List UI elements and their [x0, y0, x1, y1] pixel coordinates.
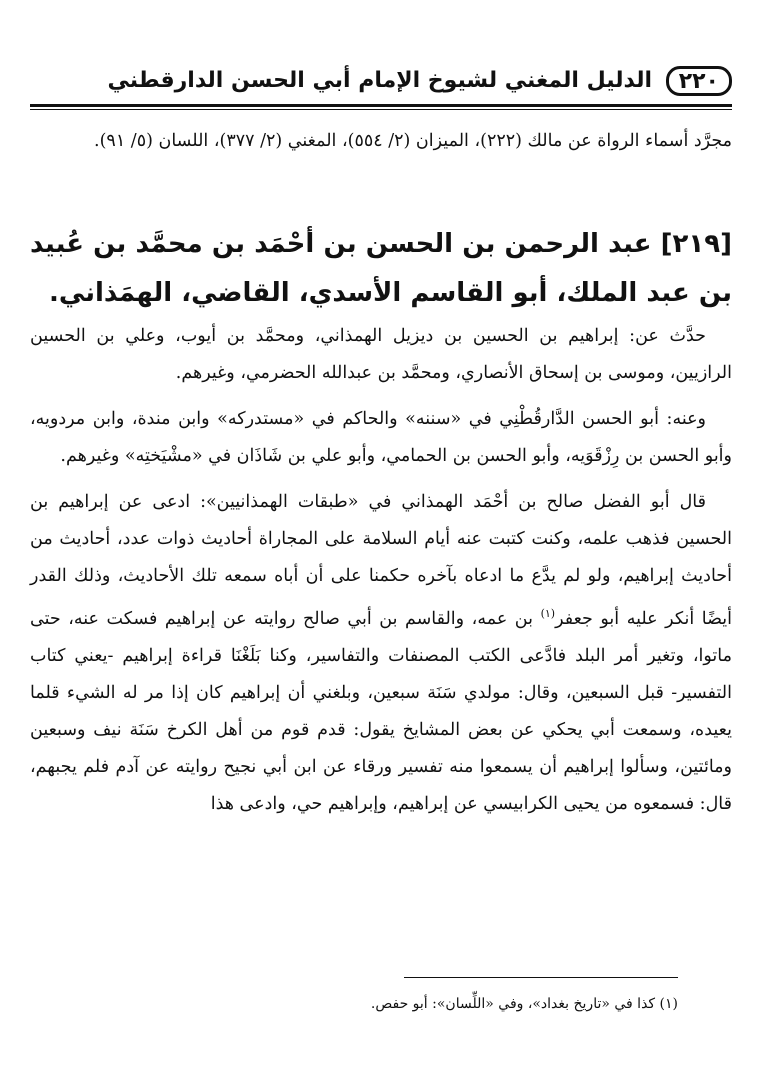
page-header [30, 66, 732, 102]
previous-entry-sources [30, 123, 732, 160]
sources-paragraph: مجرَّد أسماء الرواة عن مالك (٢٢٢)، الميزان (٢/ ٥٥٤)، المغني (٢/ ٣٧٧)، اللسان (٥/ ٩١). [94, 131, 732, 151]
narrative-paragraph [30, 484, 732, 823]
students-paragraph: وعنه: أبو الحسن الدَّارقُطْنِي في «سننه» والحاكم في «مستدركه» وابن مندة، وابن مردويه، وأبو الحسن بن رِزْقَوَيه، وأبو الحسن بن الحمامي، وأبو علي بن شَاذَان في «مشْيَختِه» وغيرهم. [30, 409, 732, 466]
teachers-paragraph: حدَّث عن: إبراهيم بن الحسين بن ديزيل الهمذاني، ومحمَّد بن أيوب، وعلي بن الحسين الرازيين، وموسى بن إسحاق الأنصاري، ومحمَّد بن عبدالله الحضرمي، وغيرهم. [30, 326, 732, 383]
running-title: الدليل المغني لشيوخ الإمام أبي الحسن الدارقطني [107, 68, 652, 93]
page-number: ٢٢٠ [666, 66, 732, 96]
footnote: (١) كذا في «تاريخ بغداد»، وفي «اللِّسان»: أبو حفص. [370, 996, 678, 1012]
footnote-reference: (١) [540, 607, 556, 620]
header-divider [30, 104, 732, 110]
narrative-text-continued: بن عمه، والقاسم بن أبي صالح روايته عن إبراهيم فسكت عنه، حتى ماتوا، وتغير أمر البلد فادَّعى الكتب المصنفات والتفاسير، وكنا بَلَغْنَا قراءة إبراهيم -يعني كتاب التفسير- قبل السبعين، وقال: مولدي سَنَة سبعين، وبلغني أن إبراهيم كان إذا مر له الشيء قلما يعيده، وسمعت أبي يحكي عن بعض المشايخ يقول: قدم قوم من أهل الكرخ سَنَة نيف وسبعين ومائتين، وسألوا إبراهيم أن يسمعوا منه تفسير ورقاء عن ابن أبي نجيح روايته عن آدم فلم يجبهم، قال: فسمعوه من يحيى الكرابيسي عن إبراهيم، وإبراهيم حي، وادعى هذا [30, 608, 732, 814]
narrative-text: قال أبو الفضل صالح بن أحْمَد الهمذاني في «طبقات الهمذانيين»: ادعى عن إبراهيم بن الحسين فذهب علمه، وكنت كتبت عنه أيام السلامة على المجاراة أحاديث ذوات عدد، أحاديث من أحاديث إبراهيم، ولو لم يدَّع ما ادعاه بآخره حكمنا على أن أباه سمعه تلك الأحاديث، وذلك القدر أيضًا أنكر عليه أبو جعفر [30, 492, 732, 629]
footnote-divider [404, 977, 678, 978]
entry-body [30, 318, 732, 823]
entry-title: [٢١٩] عبد الرحمن بن الحسن بن أحْمَد بن محمَّد بن عُبيد بن عبد الملك، أبو القاسم الأسدي، القاضي، الهمَذاني. [30, 229, 732, 308]
